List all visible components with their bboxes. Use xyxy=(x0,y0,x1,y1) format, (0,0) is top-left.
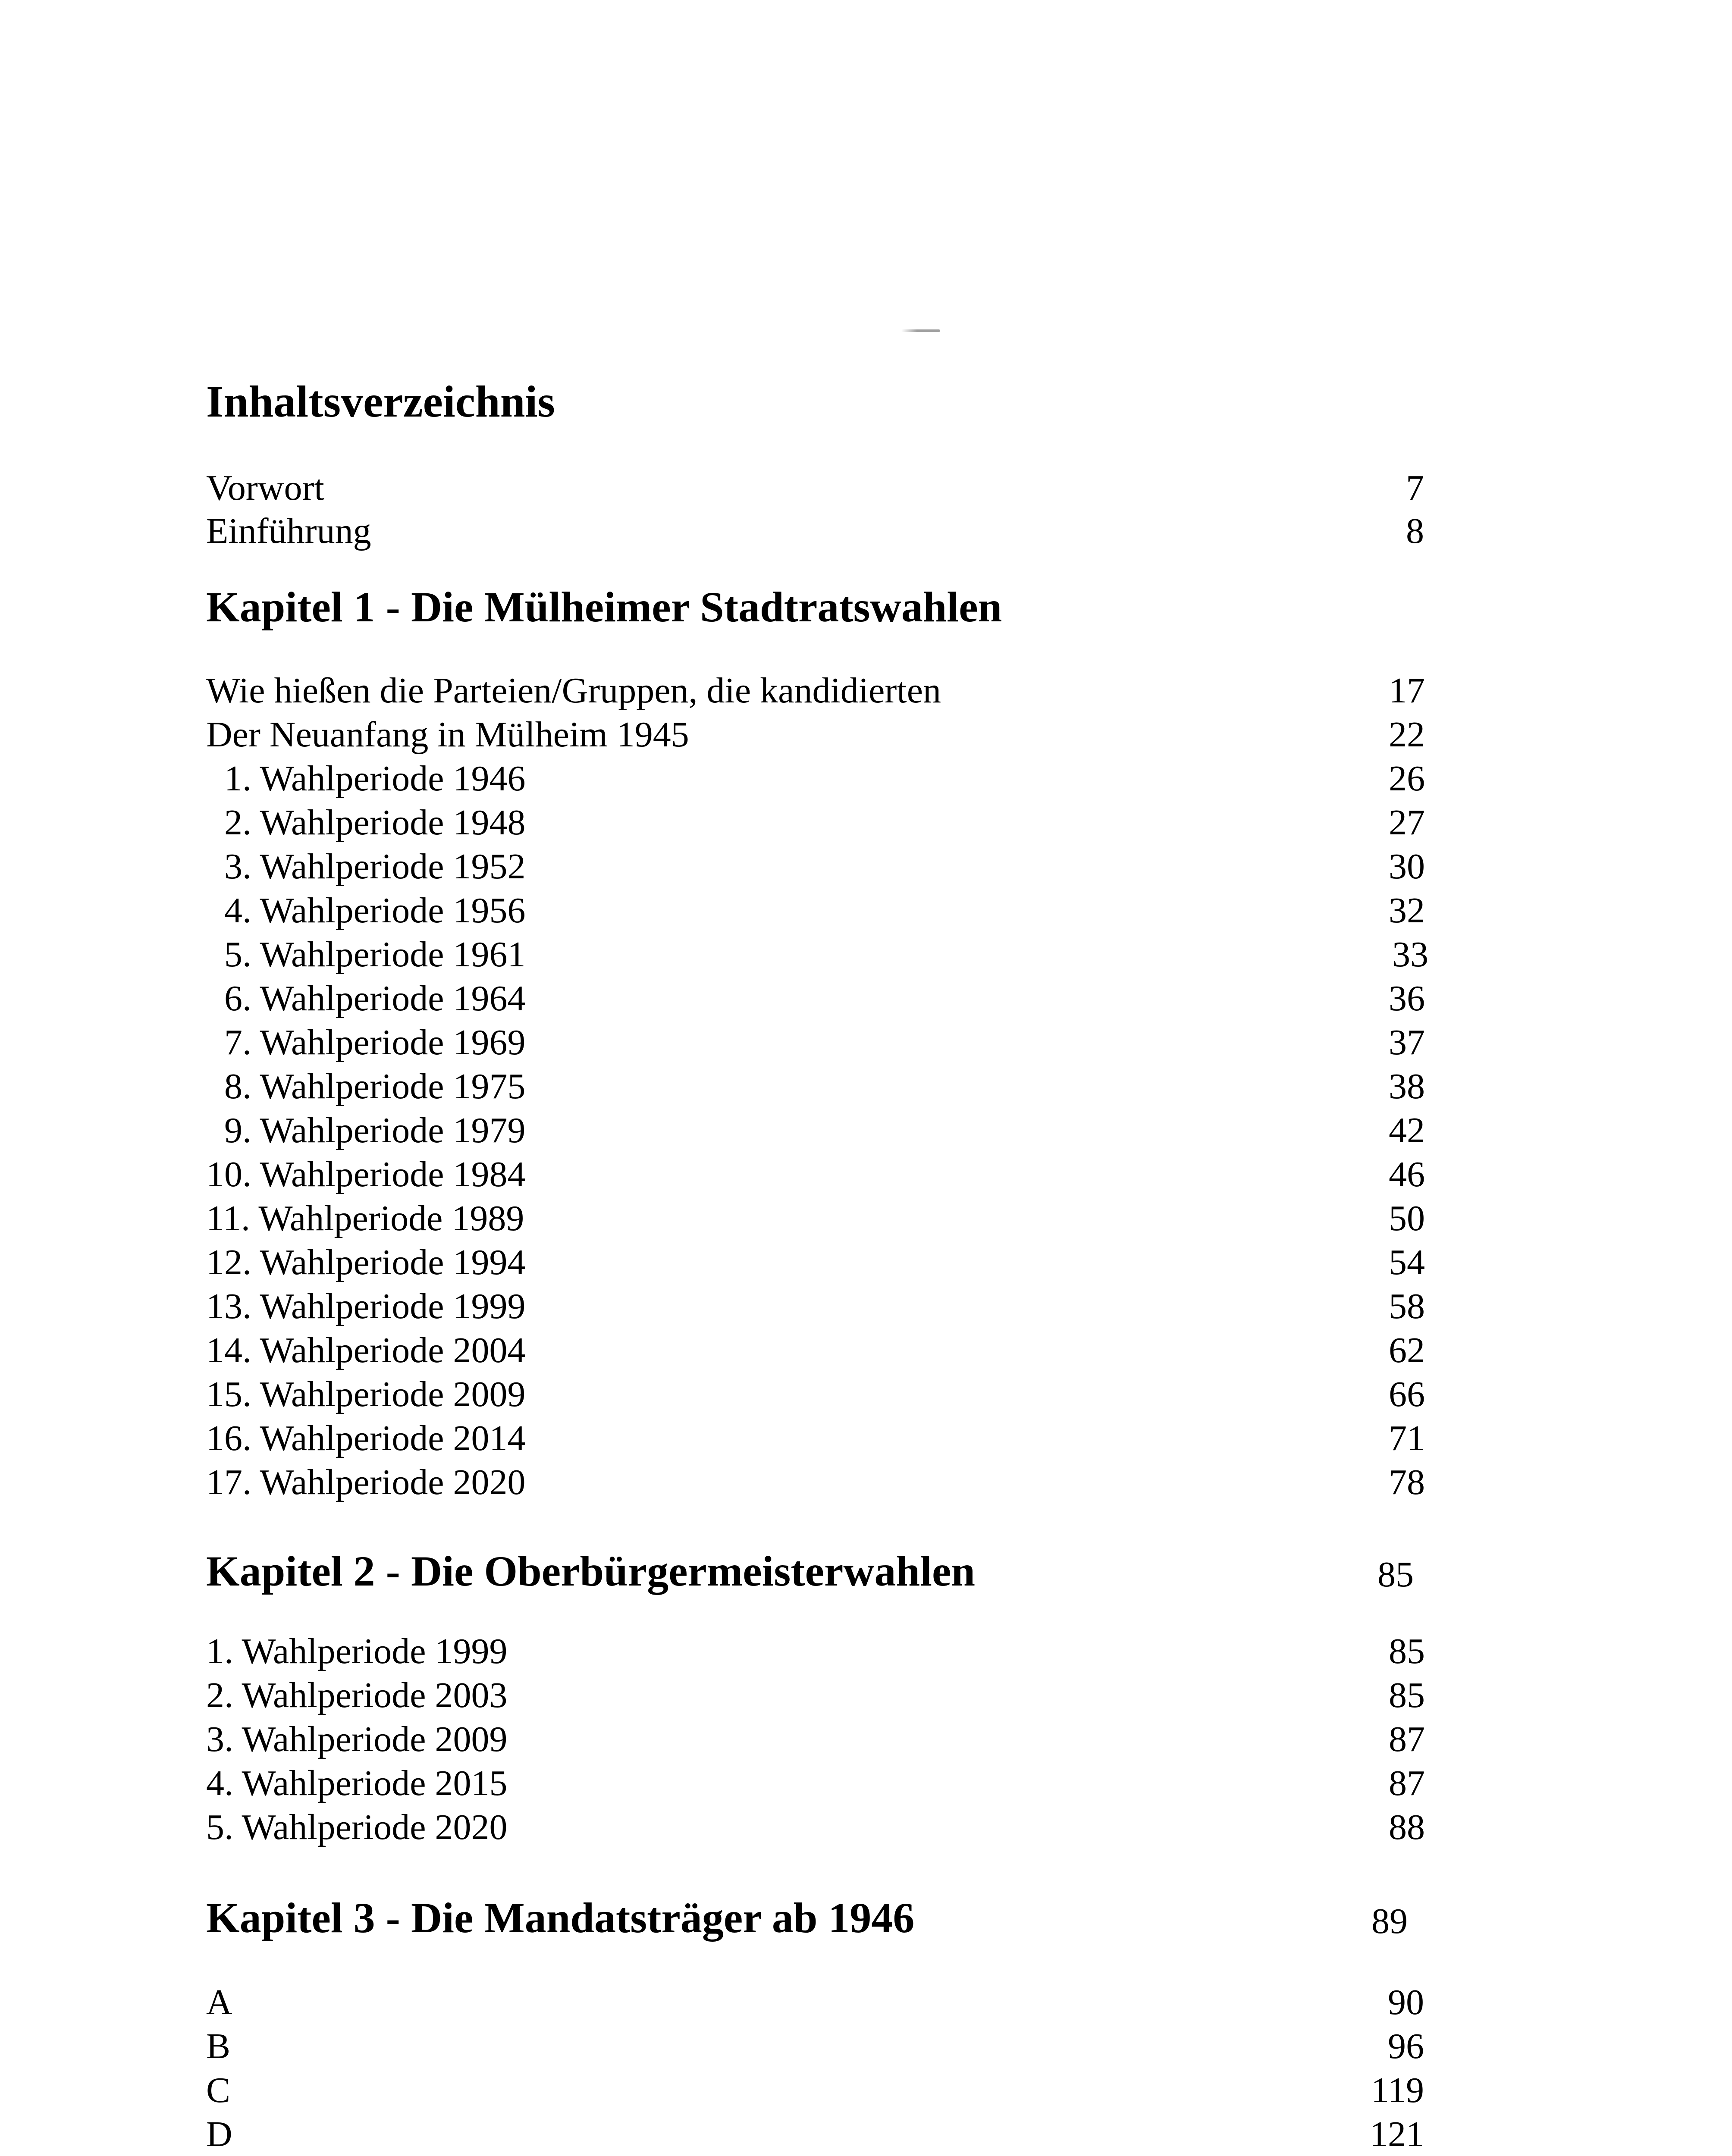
toc-entry xyxy=(206,1461,1425,1504)
toc-entry-page: 26 xyxy=(1389,758,1425,799)
toc-entry-label: 3. Wahlperiode 1952 xyxy=(206,846,526,887)
toc-entry-page: 42 xyxy=(1389,1110,1425,1150)
toc-entry xyxy=(206,1109,1425,1152)
toc-entry-label: A xyxy=(206,1982,232,2022)
toc-entry xyxy=(206,1153,1425,1196)
toc-entry-label: 10. Wahlperiode 1984 xyxy=(206,1154,526,1194)
toc-entry xyxy=(206,1373,1425,1416)
toc-entry-label: 11. Wahlperiode 1989 xyxy=(206,1198,524,1238)
toc-entry xyxy=(206,1718,1425,1761)
toc-entry xyxy=(206,1241,1425,1284)
toc-entry-label: 4. Wahlperiode 1956 xyxy=(206,890,526,931)
toc-entry-page: 7 xyxy=(1406,468,1424,508)
toc-entry-label: 13. Wahlperiode 1999 xyxy=(206,1286,526,1326)
toc-entry xyxy=(206,1065,1425,1108)
toc-entry xyxy=(206,510,1424,553)
toc-entry-label: 1. Wahlperiode 1946 xyxy=(206,758,526,799)
toc-entry-page: 71 xyxy=(1389,1418,1425,1458)
toc-entry-label: 3. Wahlperiode 2009 xyxy=(206,1719,508,1759)
toc-entry-page: 85 xyxy=(1389,1675,1425,1715)
toc-entry-label: 9. Wahlperiode 1979 xyxy=(206,1110,526,1150)
toc-entry-label: 15. Wahlperiode 2009 xyxy=(206,1374,526,1414)
toc-entry xyxy=(206,1285,1425,1328)
toc-entry xyxy=(206,757,1425,800)
toc-entry xyxy=(206,1806,1425,1849)
toc-entry-page: 22 xyxy=(1389,714,1425,755)
toc-entry-page: 46 xyxy=(1389,1154,1425,1194)
toc-entry-label: 14. Wahlperiode 2004 xyxy=(206,1330,526,1370)
toc-entry xyxy=(206,1762,1425,1805)
toc-entry-page: 32 xyxy=(1389,890,1425,931)
toc-entry xyxy=(206,1329,1425,1372)
toc-entry-page: 33 xyxy=(1392,934,1428,975)
toc-entry-page: 87 xyxy=(1389,1719,1425,1759)
toc-entry-label: 2. Wahlperiode 2003 xyxy=(206,1675,508,1715)
toc-entry-page: 96 xyxy=(1388,2026,1424,2066)
toc-entry xyxy=(206,1197,1425,1240)
toc-entry-page: 50 xyxy=(1389,1198,1425,1238)
toc-entry-page: 85 xyxy=(1389,1631,1425,1671)
toc-entry-page: 8 xyxy=(1406,511,1424,551)
toc-entry-page: 38 xyxy=(1389,1066,1425,1106)
toc-entry-label: 12. Wahlperiode 1994 xyxy=(206,1242,526,1282)
toc-entry-page: 27 xyxy=(1389,802,1425,843)
toc-entry-label: 16. Wahlperiode 2014 xyxy=(206,1418,526,1458)
toc-entry-page: 87 xyxy=(1389,1763,1425,1803)
toc-entry xyxy=(206,801,1425,844)
toc-entry xyxy=(206,2025,1424,2068)
toc-entry-label: Vorwort xyxy=(206,468,324,508)
toc-entry-label: 4. Wahlperiode 2015 xyxy=(206,1763,508,1803)
toc-entry xyxy=(206,2113,1424,2156)
scan-artifact xyxy=(901,329,940,332)
chapter-heading-page: 89 xyxy=(1371,1901,1408,1941)
toc-entry-page: 88 xyxy=(1389,1807,1425,1847)
toc-entry xyxy=(206,1981,1424,2024)
toc-entry-label: Der Neuanfang in Mülheim 1945 xyxy=(206,714,689,755)
toc-entry xyxy=(206,2069,1424,2112)
toc-entry-label: 5. Wahlperiode 1961 xyxy=(206,934,526,975)
toc-entry-label: D xyxy=(206,2114,232,2154)
toc-entry-page: 66 xyxy=(1389,1374,1425,1414)
toc-entry-label: Einführung xyxy=(206,511,371,551)
toc-entry-page: 37 xyxy=(1389,1022,1425,1062)
toc-entry-label: 17. Wahlperiode 2020 xyxy=(206,1462,526,1502)
toc-entry xyxy=(206,713,1425,756)
toc-entry xyxy=(206,1630,1425,1673)
toc-entry-label: B xyxy=(206,2026,231,2066)
toc-entry-page: 119 xyxy=(1371,2070,1424,2110)
page-title: Inhaltsverzeichnis xyxy=(206,377,555,426)
toc-entry-page: 36 xyxy=(1389,978,1425,1018)
toc-entry xyxy=(206,889,1425,932)
toc-entry-page: 17 xyxy=(1389,671,1425,711)
toc-entry xyxy=(206,977,1425,1020)
toc-entry-label: Wie hießen die Parteien/Gruppen, die kandidierten xyxy=(206,671,941,711)
toc-entry-page: 78 xyxy=(1389,1462,1425,1502)
toc-entry-page: 90 xyxy=(1388,1982,1424,2022)
chapter-heading: Kapitel 1 - Die Mülheimer Stadtratswahlen xyxy=(206,583,1002,631)
toc-entry-label: 7. Wahlperiode 1969 xyxy=(206,1022,526,1062)
toc-entry xyxy=(206,669,1425,712)
toc-entry-page: 62 xyxy=(1389,1330,1425,1370)
toc-entry-label: 2. Wahlperiode 1948 xyxy=(206,802,526,843)
toc-entry-page: 54 xyxy=(1389,1242,1425,1282)
toc-entry-label: 1. Wahlperiode 1999 xyxy=(206,1631,508,1671)
toc-entry xyxy=(206,1021,1425,1064)
chapter-heading-page: 85 xyxy=(1377,1554,1414,1595)
toc-entry-label: 8. Wahlperiode 1975 xyxy=(206,1066,526,1106)
toc-entry-label: C xyxy=(206,2070,231,2110)
toc-entry xyxy=(206,1417,1425,1460)
chapter-heading: Kapitel 3 - Die Mandatsträger ab 1946 xyxy=(206,1894,915,1942)
toc-entry-page: 30 xyxy=(1389,846,1425,887)
toc-entry xyxy=(206,933,1428,976)
chapter-heading: Kapitel 2 - Die Oberbürgermeisterwahlen xyxy=(206,1547,975,1595)
toc-entry-label: 5. Wahlperiode 2020 xyxy=(206,1807,508,1847)
toc-entry-label: 6. Wahlperiode 1964 xyxy=(206,978,526,1018)
toc-entry xyxy=(206,845,1425,888)
toc-entry xyxy=(206,1674,1425,1717)
toc-entry-page: 58 xyxy=(1389,1286,1425,1326)
toc-entry xyxy=(206,467,1424,510)
toc-entry-page: 121 xyxy=(1370,2114,1424,2154)
